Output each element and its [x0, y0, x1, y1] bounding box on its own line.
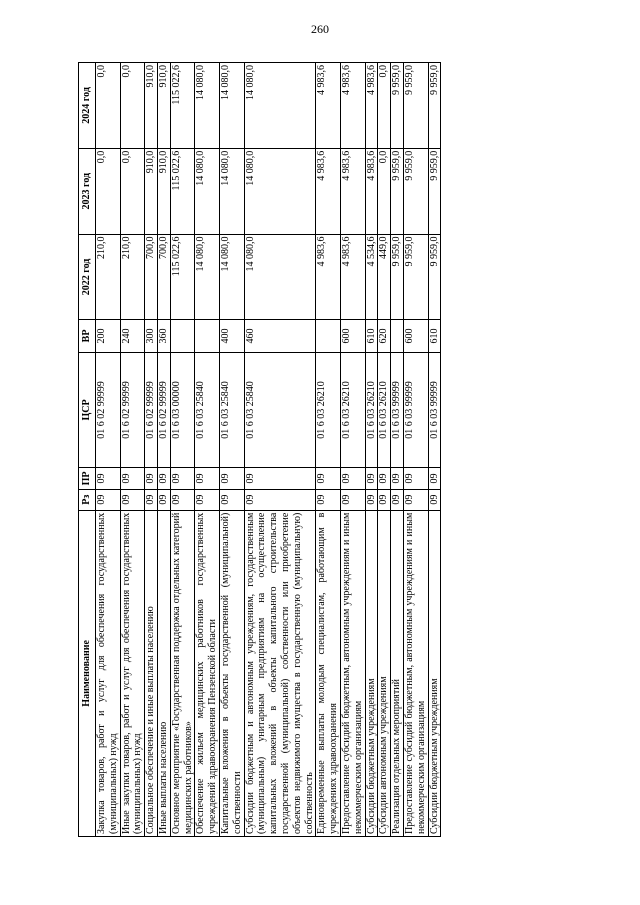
- rz-cell: 09: [378, 489, 391, 510]
- value-2022-cell: 9 959,0: [428, 234, 441, 320]
- value-2022-cell: 210,0: [120, 234, 145, 320]
- rz-cell: 09: [195, 489, 220, 510]
- csr-cell: 01 6 03 26210: [365, 352, 378, 468]
- pr-cell: 09: [157, 468, 170, 489]
- csr-cell: 01 6 02 99999: [120, 352, 145, 468]
- vr-cell: 300: [145, 320, 158, 352]
- value-2024-cell: 0,0: [120, 63, 145, 149]
- pr-cell: 09: [403, 468, 428, 489]
- header-cell: 2023 год: [79, 148, 96, 234]
- header-cell: ПР: [79, 468, 96, 489]
- rz-cell: 09: [170, 489, 195, 510]
- value-2023-cell: 4 983,6: [340, 148, 365, 234]
- row-name-cell: Основное мероприятие «Государственная поддержка отдельных категорий медицинских работников»: [170, 510, 195, 836]
- rz-cell: 09: [120, 489, 145, 510]
- vr-cell: [391, 320, 404, 352]
- value-2024-cell: 115 022,6: [170, 63, 195, 149]
- value-2024-cell: 910,0: [157, 63, 170, 149]
- rz-cell: 09: [403, 489, 428, 510]
- pr-cell: 09: [340, 468, 365, 489]
- vr-cell: 600: [340, 320, 365, 352]
- table-row: [340, 63, 365, 837]
- table-body: [96, 63, 441, 837]
- pr-cell: 09: [96, 468, 121, 489]
- header-cell: Рз: [79, 489, 96, 510]
- table-row: [120, 63, 145, 837]
- value-2022-cell: 4 983,6: [340, 234, 365, 320]
- pr-cell: 09: [219, 468, 244, 489]
- rz-cell: 09: [365, 489, 378, 510]
- row-name-cell: Капитальные вложения в объекты государственной (муниципальной) собственности: [219, 510, 244, 836]
- pr-cell: 09: [378, 468, 391, 489]
- value-2024-cell: 4 983,6: [316, 63, 341, 149]
- vr-cell: 240: [120, 320, 145, 352]
- value-2023-cell: 0,0: [120, 148, 145, 234]
- value-2022-cell: 115 022,6: [170, 234, 195, 320]
- row-name-cell: Иные закупки товаров, работ и услуг для обеспечения государственных (муниципальных) нужд: [120, 510, 145, 836]
- csr-cell: 01 6 02 99999: [96, 352, 121, 468]
- row-name-cell: Закупка товаров, работ и услуг для обеспечения государственных (муниципальных) нужд: [96, 510, 121, 836]
- table-row: [170, 63, 195, 837]
- value-2023-cell: 4 983,6: [365, 148, 378, 234]
- value-2023-cell: 910,0: [145, 148, 158, 234]
- value-2024-cell: 0,0: [96, 63, 121, 149]
- csr-cell: 01 6 03 25840: [219, 352, 244, 468]
- pr-cell: 09: [170, 468, 195, 489]
- csr-cell: 01 6 02 99999: [157, 352, 170, 468]
- vr-cell: 610: [428, 320, 441, 352]
- budget-table: [78, 62, 441, 837]
- table-row: [96, 63, 121, 837]
- row-name-cell: Реализация отдельных мероприятий: [391, 510, 404, 836]
- rz-cell: 09: [391, 489, 404, 510]
- value-2023-cell: 0,0: [378, 148, 391, 234]
- rz-cell: 09: [340, 489, 365, 510]
- vr-cell: 620: [378, 320, 391, 352]
- rz-cell: 09: [219, 489, 244, 510]
- pr-cell: 09: [428, 468, 441, 489]
- rz-cell: 09: [244, 489, 316, 510]
- value-2024-cell: 9 959,0: [428, 63, 441, 149]
- value-2024-cell: 14 080,0: [195, 63, 220, 149]
- csr-cell: 01 6 03 26210: [316, 352, 341, 468]
- rz-cell: 09: [428, 489, 441, 510]
- value-2023-cell: 4 983,6: [316, 148, 341, 234]
- header-cell: ЦСР: [79, 352, 96, 468]
- vr-cell: [316, 320, 341, 352]
- table-row: [195, 63, 220, 837]
- value-2022-cell: 4 534,6: [365, 234, 378, 320]
- row-name-cell: Субсидии бюджетным учреждениям: [428, 510, 441, 836]
- pr-cell: 09: [365, 468, 378, 489]
- vr-cell: [170, 320, 195, 352]
- value-2022-cell: 14 080,0: [244, 234, 316, 320]
- value-2022-cell: 9 959,0: [403, 234, 428, 320]
- value-2022-cell: 700,0: [157, 234, 170, 320]
- value-2024-cell: 0,0: [378, 63, 391, 149]
- csr-cell: 01 6 03 26210: [340, 352, 365, 468]
- rotated-table-container: [78, 62, 558, 837]
- vr-cell: [195, 320, 220, 352]
- pr-cell: 09: [120, 468, 145, 489]
- vr-cell: 360: [157, 320, 170, 352]
- row-name-cell: Субсидии бюджетным и автономным учреждениям, государственным (муниципальным) унитарным предприятиям на осуществление капитальных вложений в объекты капитального строительства государственной (муниципальной) собственности или приобретение объектов недвижимого имущества в государственную (муниципальную) собственность: [244, 510, 316, 836]
- pr-cell: 09: [244, 468, 316, 489]
- table-row: [391, 63, 404, 837]
- table-row: [378, 63, 391, 837]
- value-2022-cell: 4 983,6: [316, 234, 341, 320]
- value-2024-cell: 910,0: [145, 63, 158, 149]
- header-row: [79, 63, 96, 837]
- value-2022-cell: 210,0: [96, 234, 121, 320]
- pr-cell: 09: [145, 468, 158, 489]
- csr-cell: 01 6 03 25840: [195, 352, 220, 468]
- value-2023-cell: 9 959,0: [428, 148, 441, 234]
- csr-cell: 01 6 03 99999: [403, 352, 428, 468]
- header-cell: ВР: [79, 320, 96, 352]
- table-row: [145, 63, 158, 837]
- value-2023-cell: 0,0: [96, 148, 121, 234]
- value-2024-cell: 4 983,6: [365, 63, 378, 149]
- row-name-cell: Предоставление субсидий бюджетным, автономным учреждениям и иным некоммерческим организациям: [340, 510, 365, 836]
- table-row: [316, 63, 341, 837]
- value-2023-cell: 9 959,0: [391, 148, 404, 234]
- value-2023-cell: 115 022,6: [170, 148, 195, 234]
- table-row: [403, 63, 428, 837]
- pr-cell: 09: [391, 468, 404, 489]
- value-2024-cell: 14 080,0: [219, 63, 244, 149]
- value-2023-cell: 14 080,0: [244, 148, 316, 234]
- pr-cell: 09: [195, 468, 220, 489]
- vr-cell: 600: [403, 320, 428, 352]
- value-2024-cell: 9 959,0: [403, 63, 428, 149]
- rz-cell: 09: [316, 489, 341, 510]
- row-name-cell: Обеспечение жильем медицинских работников государственных учреждений здравоохранения Пензенской области: [195, 510, 220, 836]
- header-cell: 2024 год: [79, 63, 96, 149]
- csr-cell: 01 6 03 00000: [170, 352, 195, 468]
- csr-cell: 01 6 02 99999: [145, 352, 158, 468]
- vr-cell: 460: [244, 320, 316, 352]
- value-2023-cell: 14 080,0: [219, 148, 244, 234]
- row-name-cell: Иные выплаты населению: [157, 510, 170, 836]
- csr-cell: 01 6 03 25840: [244, 352, 316, 468]
- rz-cell: 09: [145, 489, 158, 510]
- value-2024-cell: 14 080,0: [244, 63, 316, 149]
- row-name-cell: Субсидии автономным учреждениям: [378, 510, 391, 836]
- value-2022-cell: 449,0: [378, 234, 391, 320]
- rz-cell: 09: [157, 489, 170, 510]
- vr-cell: 610: [365, 320, 378, 352]
- pr-cell: 09: [316, 468, 341, 489]
- table-row: [244, 63, 316, 837]
- table-row: [428, 63, 441, 837]
- csr-cell: 01 6 03 99999: [391, 352, 404, 468]
- table-row: [219, 63, 244, 837]
- value-2024-cell: 4 983,6: [340, 63, 365, 149]
- value-2022-cell: 700,0: [145, 234, 158, 320]
- row-name-cell: Единовременные выплаты молодым специалистам, работающим в учреждениях здравоохранения: [316, 510, 341, 836]
- header-cell: 2022 год: [79, 234, 96, 320]
- table-row: [365, 63, 378, 837]
- value-2022-cell: 14 080,0: [195, 234, 220, 320]
- csr-cell: 01 6 03 26210: [378, 352, 391, 468]
- row-name-cell: Предоставление субсидий бюджетным, автономным учреждениям и иным некоммерческим организациям: [403, 510, 428, 836]
- page-number: 260: [311, 22, 329, 36]
- value-2022-cell: 9 959,0: [391, 234, 404, 320]
- header-cell: Наименование: [79, 510, 96, 836]
- table-row: [157, 63, 170, 837]
- vr-cell: 400: [219, 320, 244, 352]
- rz-cell: 09: [96, 489, 121, 510]
- value-2023-cell: 910,0: [157, 148, 170, 234]
- value-2023-cell: 14 080,0: [195, 148, 220, 234]
- csr-cell: 01 6 03 99999: [428, 352, 441, 468]
- value-2023-cell: 9 959,0: [403, 148, 428, 234]
- value-2022-cell: 14 080,0: [219, 234, 244, 320]
- value-2024-cell: 9 959,0: [391, 63, 404, 149]
- row-name-cell: Субсидии бюджетным учреждениям: [365, 510, 378, 836]
- vr-cell: 200: [96, 320, 121, 352]
- row-name-cell: Социальное обеспечение и иные выплаты населению: [145, 510, 158, 836]
